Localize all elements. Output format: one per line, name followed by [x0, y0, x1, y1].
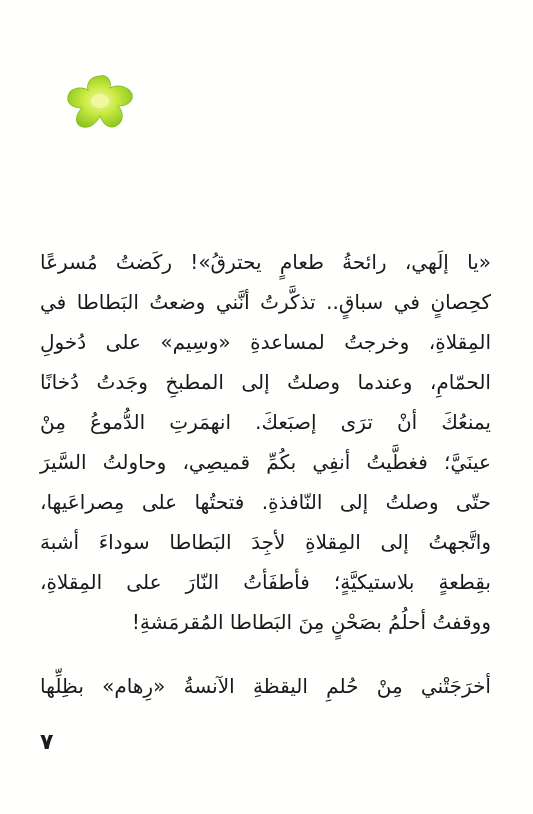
text-line: «يا إلَهي، رائحةُ طعامٍ يحترقُ»! ركَضتُ مُسرعًا: [40, 250, 491, 274]
text-line: واتَّجهتُ إلى المِقلاةِ لأجِدَ البَطاطا سوداءَ أشبهَ: [40, 530, 491, 554]
text-line: حتّى وصلتُ إلى النّافذةِ. فتحتُها على مِصراعَيها،: [40, 490, 491, 514]
text-line: بقِطعةٍ بلاستيكيَّةٍ؛ فأطفَأتُ النّارَ على المِقلاةِ،: [40, 570, 491, 594]
text-line: عينَيَّ؛ فغطَّيتُ أنفِي بكُمِّ قميصِي، وحاولتُ السَّيرَ: [40, 450, 491, 474]
text-line: المِقلاةِ، وخرجتُ لمساعدةِ «وسِيم» على دُخولِ: [40, 330, 491, 354]
text-line: أخرَجَتْني مِنْ حُلمِ اليقظةِ الآنسةُ «رِهام» بظِلِّها: [40, 674, 491, 698]
text-line: كحِصانٍ في سباقٍ.. تذكَّرتُ أنَّني وضعتُ البَطاطا في: [40, 290, 491, 314]
text-line: ووقفتُ أحلُمُ بصَحْنٍ مِنَ البَطاطا المُقرمَشةِ!: [131, 610, 491, 634]
flower-icon: [62, 70, 138, 134]
text-line: يمنعُكَ أنْ ترَى إصبَعكَ. انهمَرتِ الدُّموعُ مِنْ: [40, 410, 491, 434]
page-number: ٧: [40, 730, 54, 755]
text-line: الحمّامِ، وعندما وصلتُ إلى المطبخِ وجَدتُ دُخانًا: [40, 370, 491, 394]
